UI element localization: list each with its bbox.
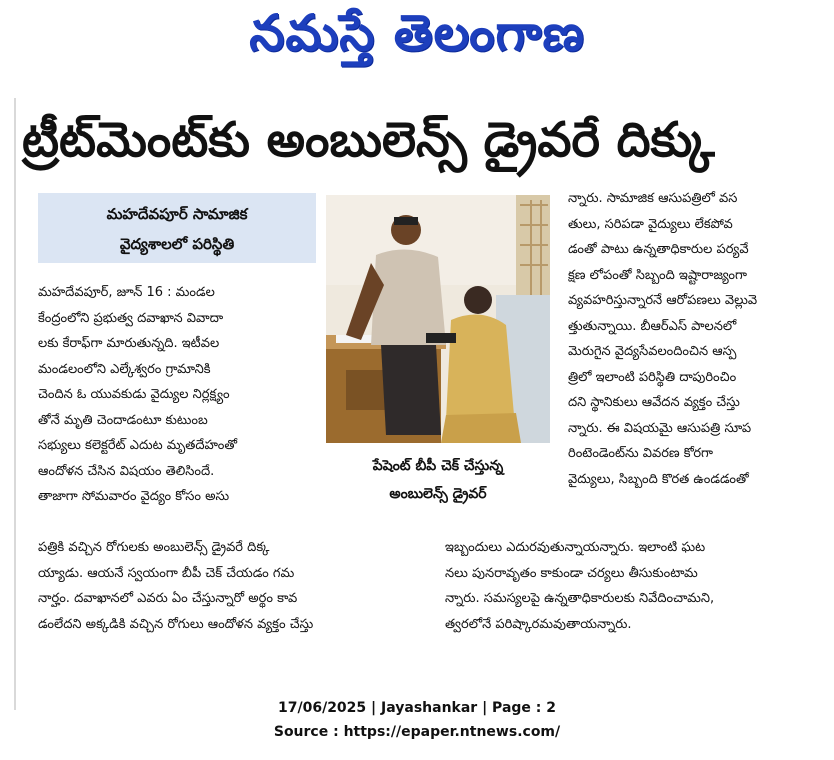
text-line: న్నారు. సామాజిక ఆసుపత్రిలో వస	[568, 191, 738, 206]
subheading-line-1: మహదేవపూర్ సామాజిక	[106, 205, 248, 223]
text-line: ఇబ్బందులు ఎదురవుతున్నాయన్నారు. ఇలాంటి ఘట	[445, 540, 706, 555]
text-line: తులు, సరిపడా వైద్యులు లేకపోవ	[568, 216, 733, 232]
text-line: దని స్థానికులు ఆవేదన వ్యక్తం చేస్తు	[568, 395, 740, 410]
text-line: తోనే మృతి చెందాడంటూ కుటుంబ	[38, 412, 208, 428]
text-line: మెరుగైన వైద్యసేవలందించిన ఆస్ప	[568, 344, 737, 359]
source-footer	[0, 696, 834, 744]
text-line: న్నారు. సమస్యలపై ఉన్నతాధికారులకు నివేదించామని,	[445, 591, 715, 606]
text-line: త్వరలోనే పరిష్కారమవుతాయన్నారు.	[445, 616, 632, 632]
text-line: క్షణ లోపంతో సిబ్బంది ఇష్టారాజ్యంగా	[568, 267, 747, 283]
masthead	[0, 0, 834, 70]
caption-line-2: అంబులెన్స్ డ్రైవర్	[389, 486, 487, 502]
text-line: కేంద్రంలోని ప్రభుత్వ దవాఖాన వివాదా	[38, 310, 224, 326]
text-line: త్రిలో ఇలాంటి పరిస్థితి దాపురించిం	[568, 369, 737, 385]
news-photo	[326, 195, 550, 443]
text-line: య్యాడు. ఆయనే స్వయంగా బీపీ చెక్ చేయడం గమ	[38, 565, 295, 581]
footer-source-line: Source : https://epaper.ntnews.com/	[273, 724, 561, 740]
subheading-box	[38, 193, 316, 263]
text-line: మహదేవపూర్, జూన్ 16 : మండల	[38, 285, 215, 300]
text-line: త్తుతున్నాయి. బీఆర్‌ఎస్ పాలనలో	[568, 318, 737, 334]
text-line: పత్రికి వచ్చిన రోగులకు అంబులెన్స్ డ్రైవరే దిక్క	[38, 540, 270, 555]
text-line: చెందిన ఓ యువకుడు వైద్యుల నిర్లక్ష్యం	[38, 387, 230, 402]
text-line: న్నారు. ఈ విషయమై ఆసుపత్రి సూప	[568, 420, 752, 436]
masthead-title: నమస్తే తెలంగాణ	[249, 4, 585, 62]
photo-caption	[326, 452, 550, 508]
text-line: మండలంలోని ఎల్కేశ్వరం గ్రామానికి	[38, 361, 211, 377]
article-left-column	[38, 280, 320, 510]
text-line: తాజాగా సోమవారం వైద్యం కోసం అసు	[38, 489, 230, 504]
article-bottom-right	[445, 535, 830, 637]
text-line: వైద్యులు, సిబ్బంది కొరత ఉండడంతో	[568, 471, 749, 487]
article-bottom-left	[38, 535, 443, 637]
text-line: నార్హం. దవాఖానలో ఎవరు ఏం చేస్తున్నారో అర్థం కావ	[38, 591, 298, 606]
text-line: రింటెండెంట్‌ను వివరణ కోరగా	[568, 446, 714, 461]
text-line: ఆందోళన చేసిన విషయం తెలిసిందే.	[38, 463, 215, 479]
subheading-line-2: వైద్యశాలలో పరిస్థితి	[119, 235, 235, 253]
article-headline: ట్రీట్‌మెంట్‌కు అంబులెన్స్ డ్రైవరే దిక్కు	[22, 112, 715, 168]
caption-line-1: పేషెంట్ బీపీ చెక్ చేస్తున్న	[372, 458, 504, 474]
text-line: నలు పునరావృతం కాకుండా చర్యలు తీసుకుంటామ	[445, 565, 698, 581]
column-divider	[14, 98, 16, 710]
text-line: వ్యవహరిస్తున్నారనే ఆరోపణలు వెల్లువె	[568, 293, 758, 308]
text-line: డంలేదని అక్కడికి వచ్చిన రోగులు ఆందోళన వ్యక్తం చేస్తు	[38, 616, 314, 632]
text-line: లకు కేరాఫ్‌గా మారుతున్నది. ఇటీవల	[38, 336, 220, 351]
text-line: డంతో పాటు ఉన్నతాధికారుల పర్యవే	[568, 242, 749, 257]
text-line: సభ్యులు కలెక్టరేట్ ఎదుట మృతదేహంతో	[38, 438, 238, 453]
footer-date-line: 17/06/2025 | Jayashankar | Page : 2	[278, 700, 556, 716]
article-right-column	[568, 186, 820, 492]
